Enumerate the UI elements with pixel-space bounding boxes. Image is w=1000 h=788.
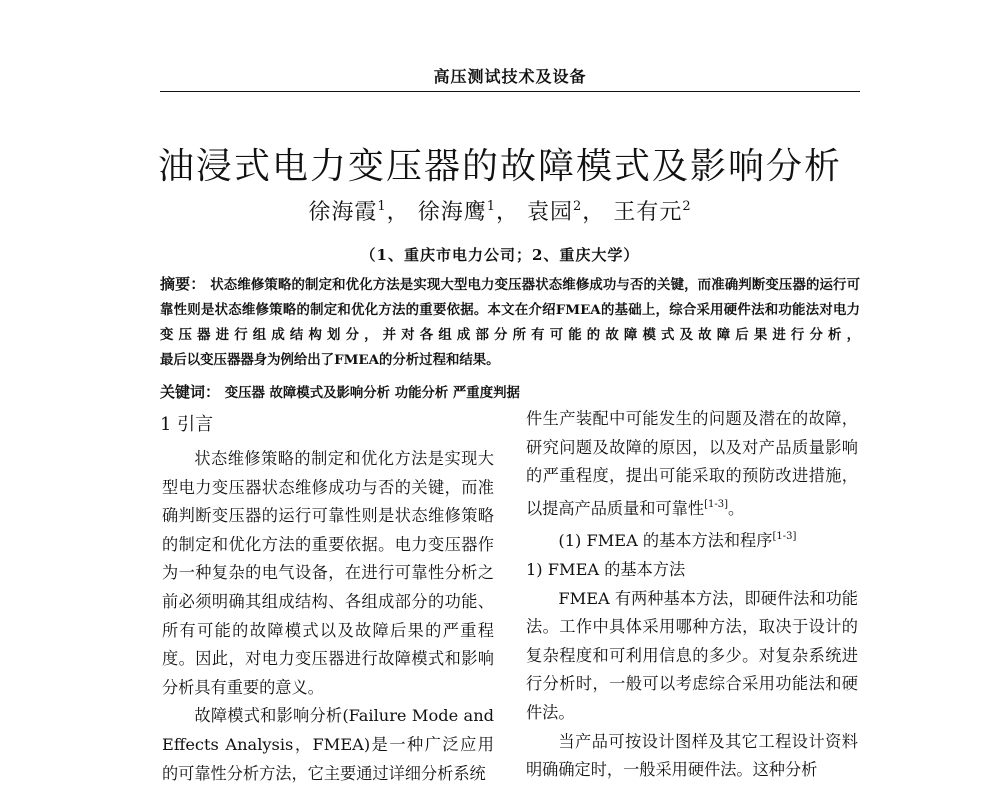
author-separator: ， [582, 200, 606, 225]
paragraph: FMEA 有两种基本方法，即硬件法和功能法。工作中具体采用哪种方法，取决于设计的复杂程度和可利用信息的多少。对复杂系统进行分析时，一般可以考虑综合采用功能法和硬件法。 [526, 588, 858, 722]
paragraph-text: 件生产装配中可能发生的问题及潜在的故障，研究问题及故障的原因，以及对产品质量影响的严重程度，提出可能采取的预防改进措施，以提高产品质量和可靠性 [526, 409, 858, 518]
abstract-label: 摘要： [160, 275, 206, 293]
subsection-heading [526, 523, 858, 556]
author-name: 袁园 [527, 200, 574, 225]
keywords-label: 关键词： [160, 383, 221, 401]
author-affiliation-mark: 2 [573, 199, 583, 214]
citation-ref: [1-3] [704, 498, 728, 510]
abstract [160, 272, 860, 373]
affiliations: （1、重庆市电力公司；2、重庆大学） [360, 246, 640, 264]
paragraph: 故障模式和影响分析(Failure Mode and Effects Analysis，FMEA)是一种广泛应用的可靠性分析方法，它主要通过详细分析系统 [162, 706, 494, 783]
author-separator: ， [386, 200, 410, 225]
header-rule [160, 91, 860, 92]
author-separator: ， [495, 200, 519, 225]
keywords [160, 381, 860, 402]
subsubsection-heading: 1) FMEA 的基本方法 [526, 559, 686, 579]
subsection-heading-text: (1) FMEA 的基本方法和程序 [558, 531, 773, 551]
paragraph [526, 405, 858, 523]
author-affiliation-mark: 2 [682, 199, 692, 214]
paragraph-end: 。 [727, 498, 745, 518]
author-list [0, 195, 1000, 226]
paper-title: 油浸式电力变压器的故障模式及影响分析 [157, 146, 842, 187]
citation-ref: [1-3] [772, 531, 797, 543]
right-column [526, 405, 858, 785]
abstract-text: 状态维修策略的制定和优化方法是实现大型电力变压器状态维修成功与否的关键，而准确判断变压器的运行可靠性则是状态维修策略的制定和优化方法的重要依据。本文在介绍FMEA的基础上，综合采用硬件法和功能法对电力变压器进行组成结构划分，并对各组成部分所有可能的故障模式及故障后果进行分析， [160, 277, 860, 343]
author-affiliation-mark: 1 [377, 199, 387, 214]
paragraph: 状态维修策略的制定和优化方法是实现大型电力变压器状态维修成功与否的关键，而准确判断变压器的运行可靠性则是状态维修策略的制定和优化方法的重要依据。电力变压器作为一种复杂的电气设备，在进行可靠性分析之前必须明确其组成结构、各组成部分的功能、所有可能的故障模式以及故障后果的严重程度。因此，对电力变压器进行故障模式和影响分析具有重要的意义。 [162, 449, 494, 697]
author-name: 徐海霞 [308, 200, 378, 225]
author-name: 王有元 [613, 200, 683, 225]
author-affiliation-mark: 1 [486, 199, 496, 214]
section-heading-intro: 1 引言 [160, 414, 214, 435]
author-name: 徐海鹰 [417, 200, 487, 225]
left-column [162, 445, 494, 788]
paragraph: 当产品可按设计图样及其它工程设计资料明确确定时，一般采用硬件法。这种分析 [526, 731, 858, 780]
keywords-text: 变压器 故障模式及影响分析 功能分析 严重度判据 [224, 385, 520, 401]
running-head: 高压测试技术及设备 [433, 67, 587, 86]
abstract-last-line: 最后以变压器器身为例给出了FMEA的分析过程和结果。 [160, 352, 500, 368]
